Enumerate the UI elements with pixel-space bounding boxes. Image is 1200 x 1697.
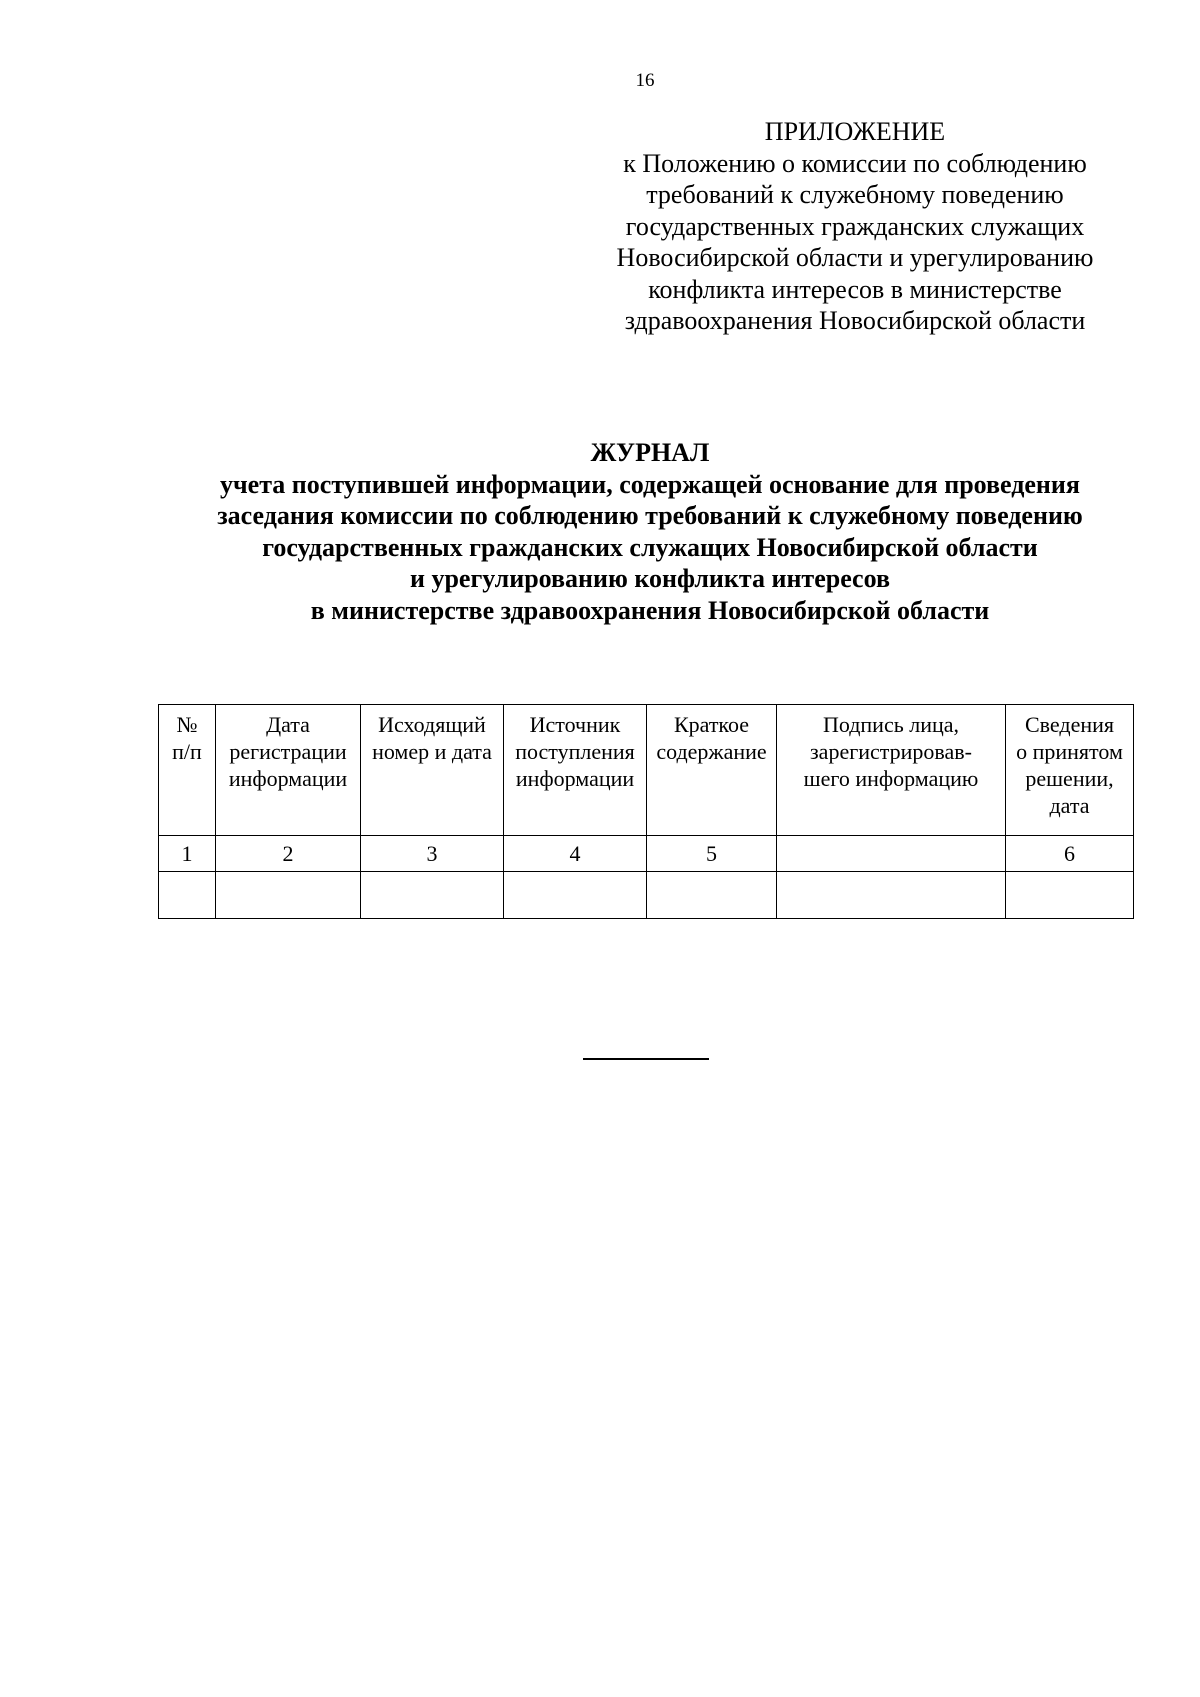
table-header-row [159,705,1134,836]
column-number-cell: 5 [647,836,777,872]
header-number: № п/п [159,705,216,836]
table-cell [504,872,647,919]
header-signature: Подпись лица, зарегистрировав- шего информацию [777,705,1006,836]
column-number-cell: 6 [1006,836,1134,872]
appendix-line: здравоохранения Новосибирской области [624,306,1086,335]
header-source: Источник поступления информации [504,705,647,836]
header-registration-date: Дата регистрации информации [216,705,361,836]
table-column-numbers-row [159,836,1134,872]
column-number-cell: 2 [216,836,361,872]
journal-table [158,704,1134,919]
journal-title-line: заседания комиссии по соблюдению требований к служебному поведению [217,501,1083,530]
appendix-label: ПРИЛОЖЕНИЕ [764,117,946,146]
table-cell [1006,872,1134,919]
appendix-line: конфликта интересов в министерстве [648,274,1062,304]
column-number-cell: 3 [361,836,504,872]
table-row [159,872,1134,919]
appendix-line: Новосибирской области и урегулированию [616,243,1094,272]
journal-title-line: в министерстве здравоохранения Новосибирской области [310,595,990,625]
journal-title-line: государственных гражданских служащих Новосибирской области [262,532,1038,562]
table-cell [777,872,1006,919]
journal-title-main: ЖУРНАЛ [590,438,710,467]
table-cell [159,872,216,919]
table-cell [361,872,504,919]
header-decision: Сведения о принятом решении, дата [1006,705,1134,836]
page-number: 16 [635,70,655,91]
table-cell [216,872,361,919]
column-number-cell [777,836,1006,872]
journal-title-line: учета поступившей информации, содержащей основание для проведения [220,469,1080,499]
closing-divider [583,1058,709,1060]
column-number-cell: 1 [159,836,216,872]
table-cell [647,872,777,919]
journal-title [130,437,1170,626]
appendix-heading [570,116,1140,337]
appendix-line: требований к служебному поведению [646,180,1064,209]
appendix-line: к Положению о комиссии по соблюдению [623,148,1087,178]
appendix-line: государственных гражданских служащих [625,211,1085,241]
journal-title-line: и урегулированию конфликта интересов [409,564,890,593]
column-number-cell: 4 [504,836,647,872]
header-summary: Краткое содержание [647,705,777,836]
header-outgoing-number: Исходящий номер и дата [361,705,504,836]
